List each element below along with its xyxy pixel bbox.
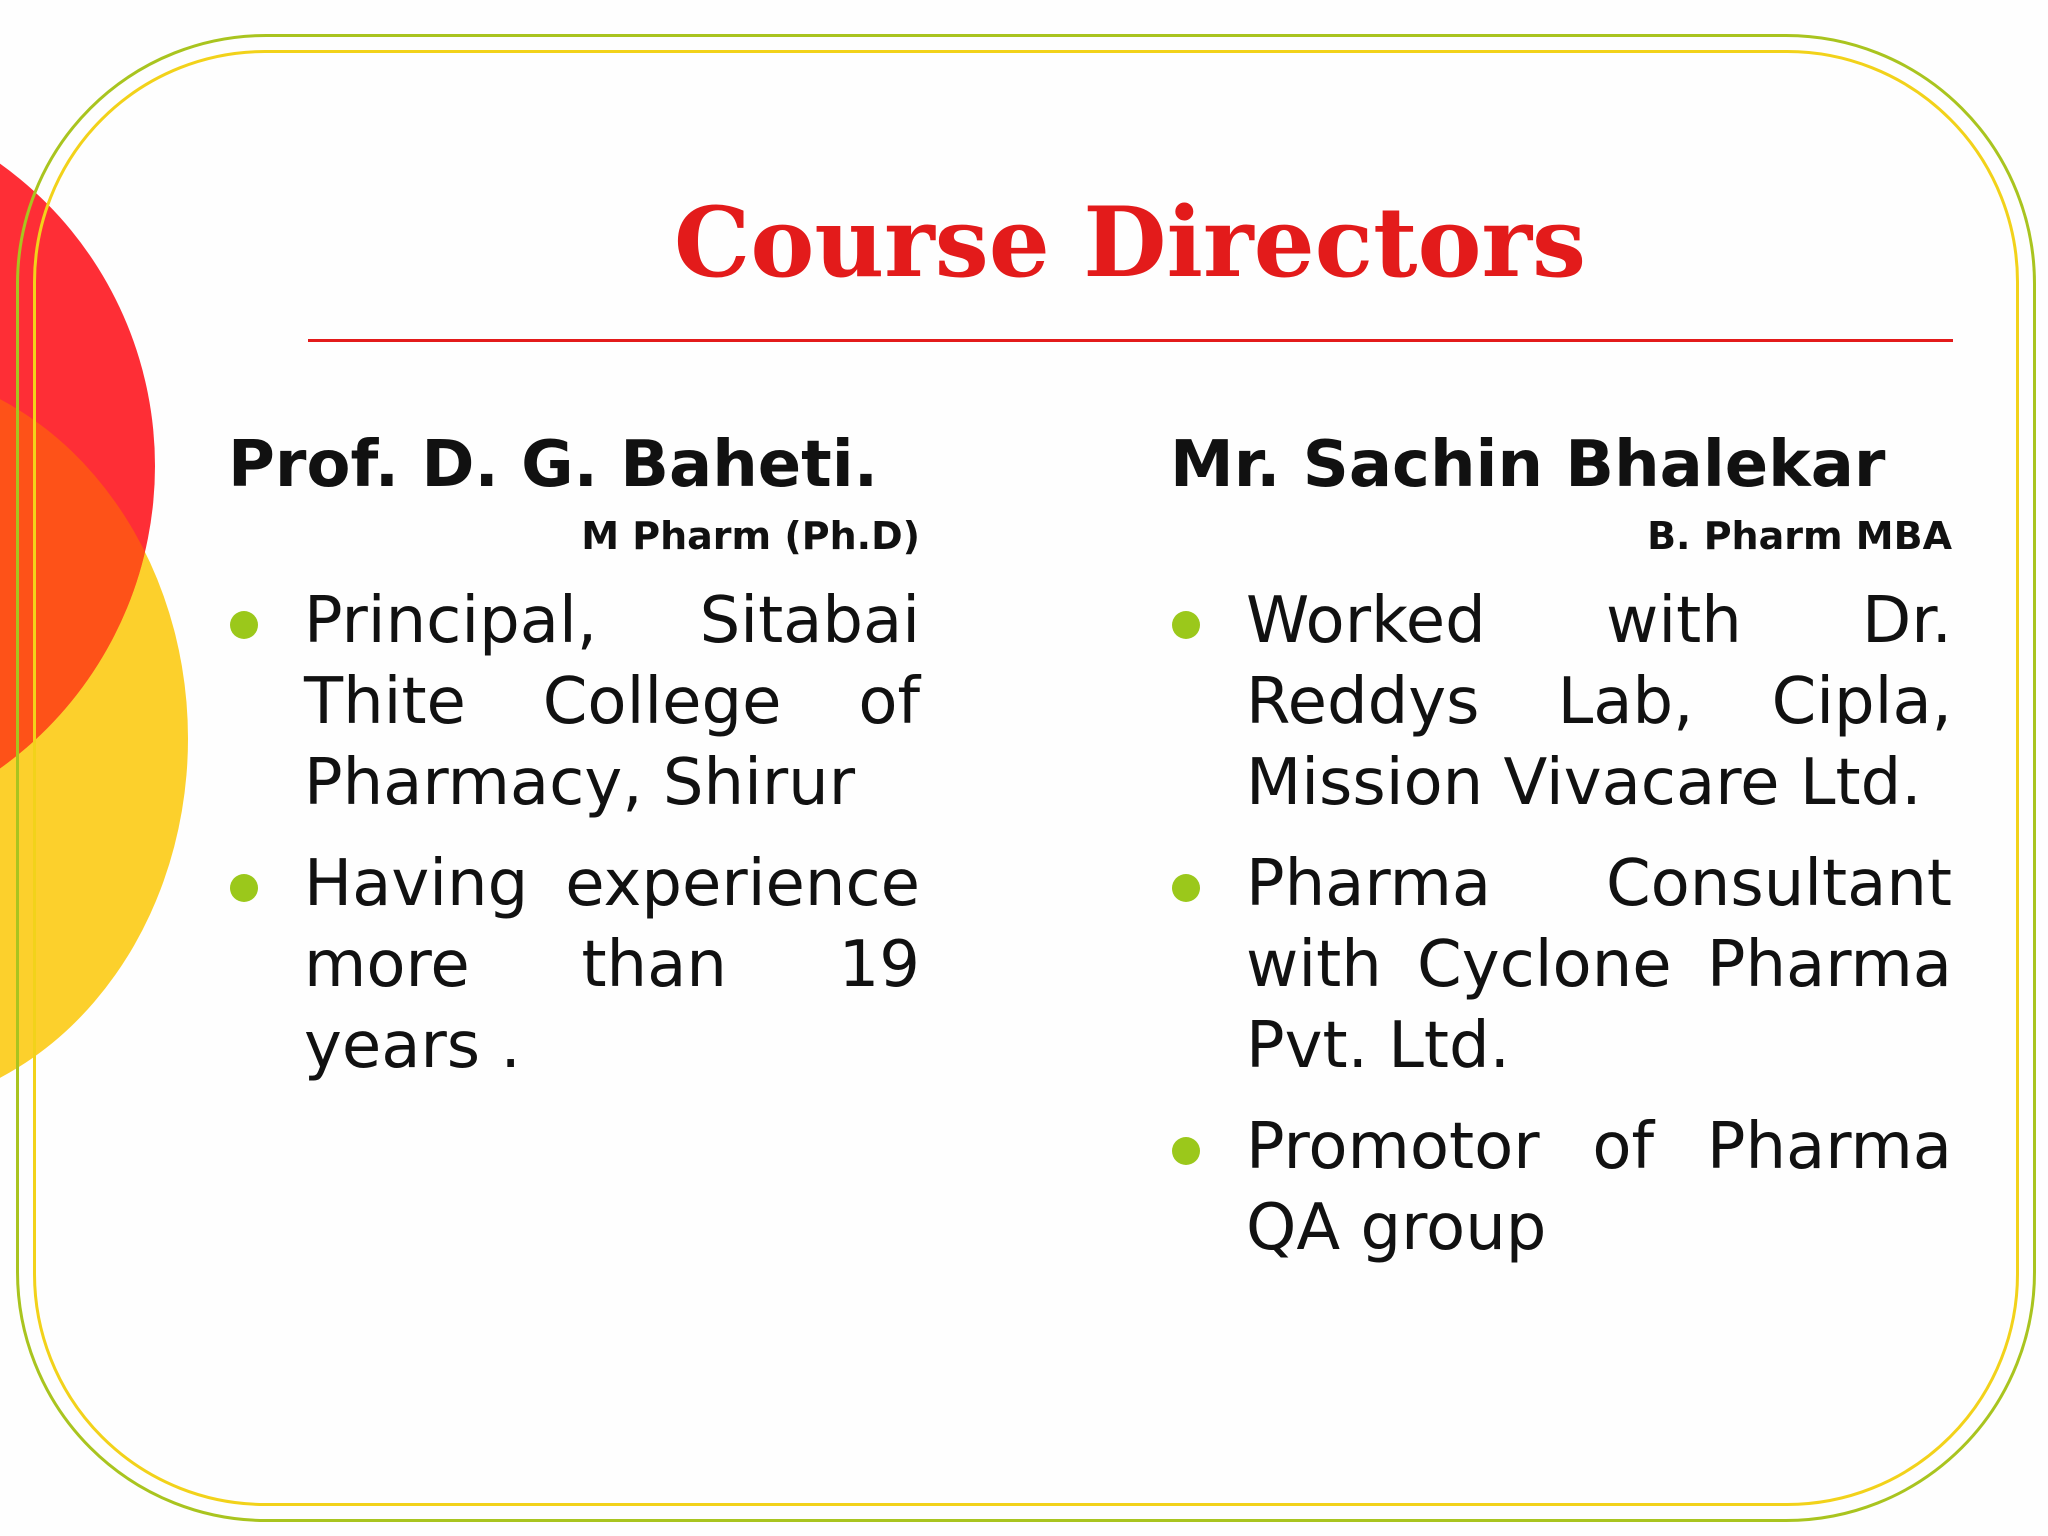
director-bullet-list xyxy=(1170,581,1952,1269)
slide-title: Course Directors xyxy=(673,186,1587,299)
bullet-dot-icon xyxy=(230,611,258,639)
bullet-dot-icon xyxy=(1172,611,1200,639)
director-degree: M Pharm (Ph.D) xyxy=(581,514,920,558)
title-underline xyxy=(308,339,1953,342)
bullet-text: Promotor of Pharma QA group xyxy=(1246,1110,1952,1265)
bullet-dot-icon xyxy=(1172,1137,1200,1165)
director-degree: B. Pharm MBA xyxy=(1647,514,1952,558)
director-bullet-list xyxy=(228,581,920,1087)
director-name: Mr. Sachin Bhalekar xyxy=(1170,428,1886,502)
director-column-right xyxy=(1170,425,1952,1289)
bullet-item xyxy=(228,581,920,824)
bullet-item xyxy=(1170,581,1952,824)
bullet-text: Having experience more than 19 years . xyxy=(304,847,920,1083)
bullet-text: Worked with Dr. Reddys Lab, Cipla, Mission Vivacare Ltd. xyxy=(1246,584,1952,820)
bullet-dot-icon xyxy=(230,874,258,902)
director-column-left xyxy=(228,425,920,1107)
director-name: Prof. D. G. Baheti. xyxy=(228,428,878,502)
bullet-dot-icon xyxy=(1172,874,1200,902)
bullet-item xyxy=(1170,844,1952,1087)
bullet-text: Pharma Consultant with Cyclone Pharma Pvt. Ltd. xyxy=(1246,847,1952,1083)
bullet-item xyxy=(1170,1107,1952,1269)
bullet-item xyxy=(228,844,920,1087)
bullet-text: Principal, Sitabai Thite College of Pharmacy, Shirur xyxy=(304,584,920,820)
